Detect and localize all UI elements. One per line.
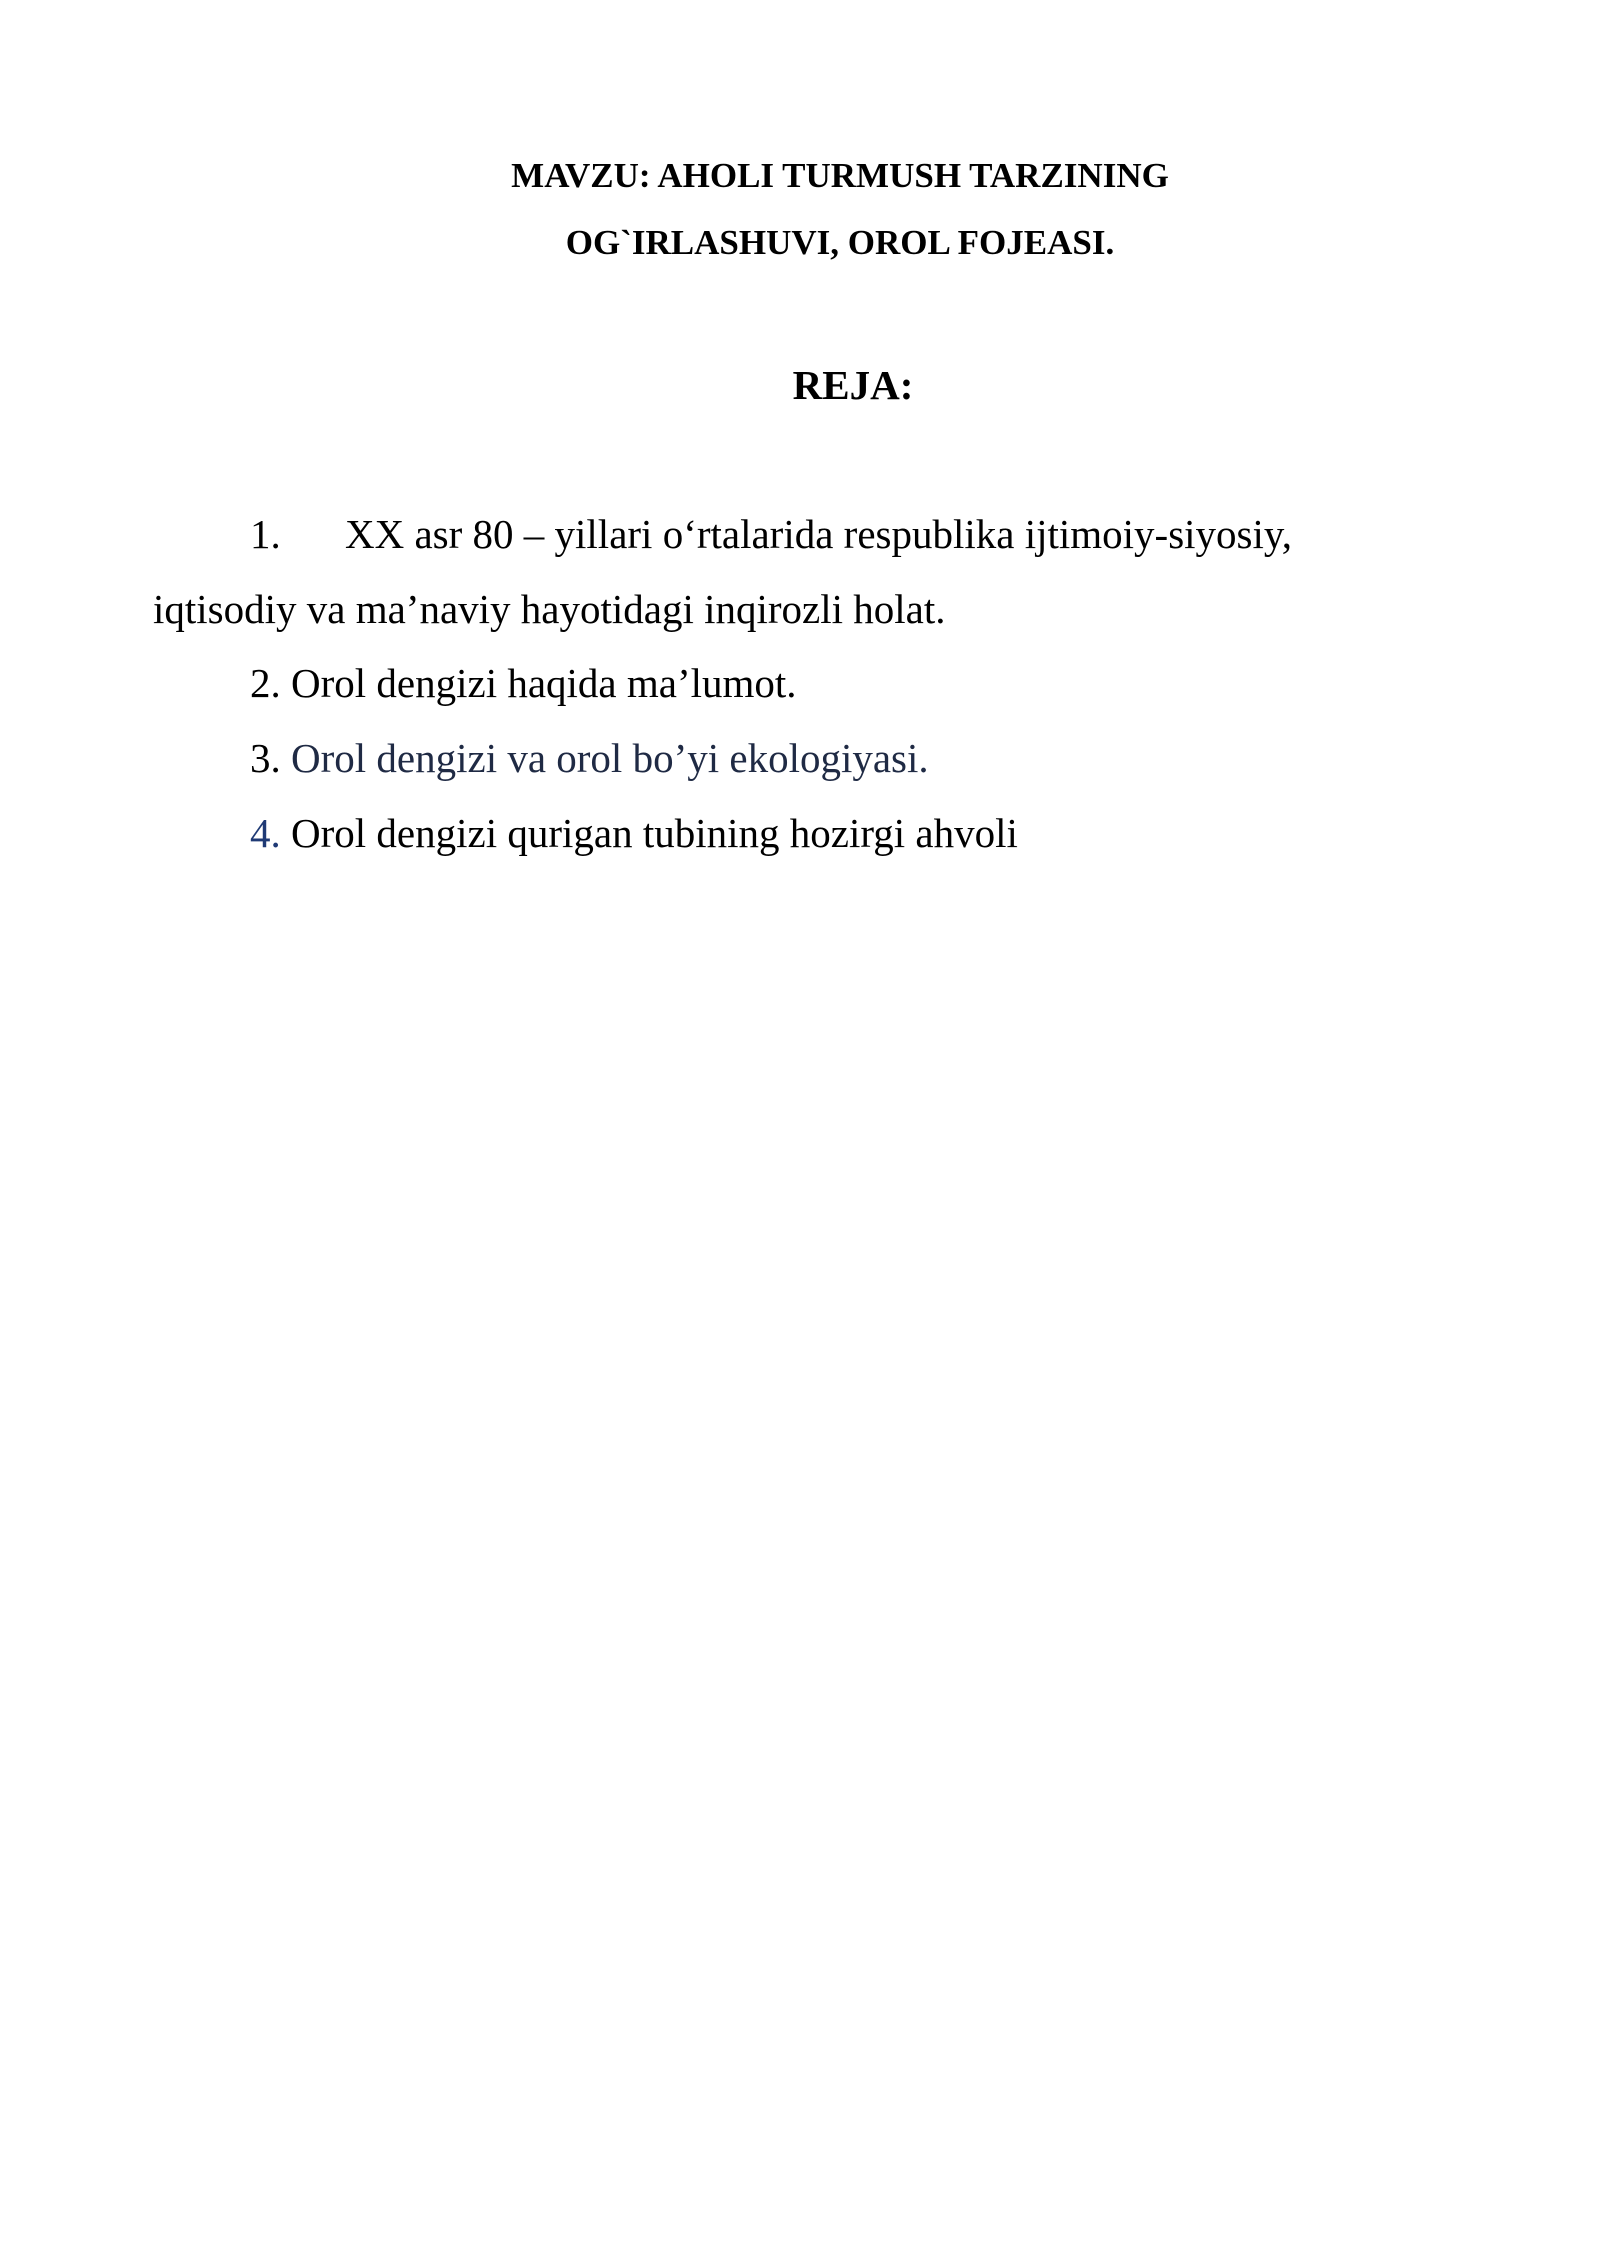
plan-item-1 [250, 509, 1292, 559]
plan-item-3 [250, 733, 929, 783]
plan-item-2 [250, 658, 797, 708]
plan-heading: REJA: [792, 362, 914, 408]
plan-item-2-text: Orol dengizi haqida ma’lumot. [291, 660, 797, 706]
plan-item-4-number: 4. [250, 810, 281, 856]
plan-item-1-text-line-1: XX asr 80 – yillari o‘rtalarida respublika ijtimoiy-siyosiy, [345, 511, 1292, 557]
plan-item-3-number: 3. [250, 735, 281, 781]
plan-item-1-number: 1. [250, 511, 281, 557]
plan-item-1-continuation: iqtisodiy va ma’naviy hayotidagi inqirozli holat. [153, 586, 946, 632]
topic-title-line-1: MAVZU: AHOLI TURMUSH TARZINING [511, 156, 1169, 195]
plan-item-4-text: Orol dengizi qurigan tubining hozirgi ahvoli [291, 810, 1018, 856]
plan-item-3-text: Orol dengizi va orol bo’yi ekologiyasi. [291, 735, 929, 781]
topic-title-line-2: OG`IRLASHUVI, OROL FOJEASI. [565, 223, 1115, 262]
plan-item-4 [250, 808, 1018, 858]
plan-item-2-number: 2. [250, 660, 281, 706]
